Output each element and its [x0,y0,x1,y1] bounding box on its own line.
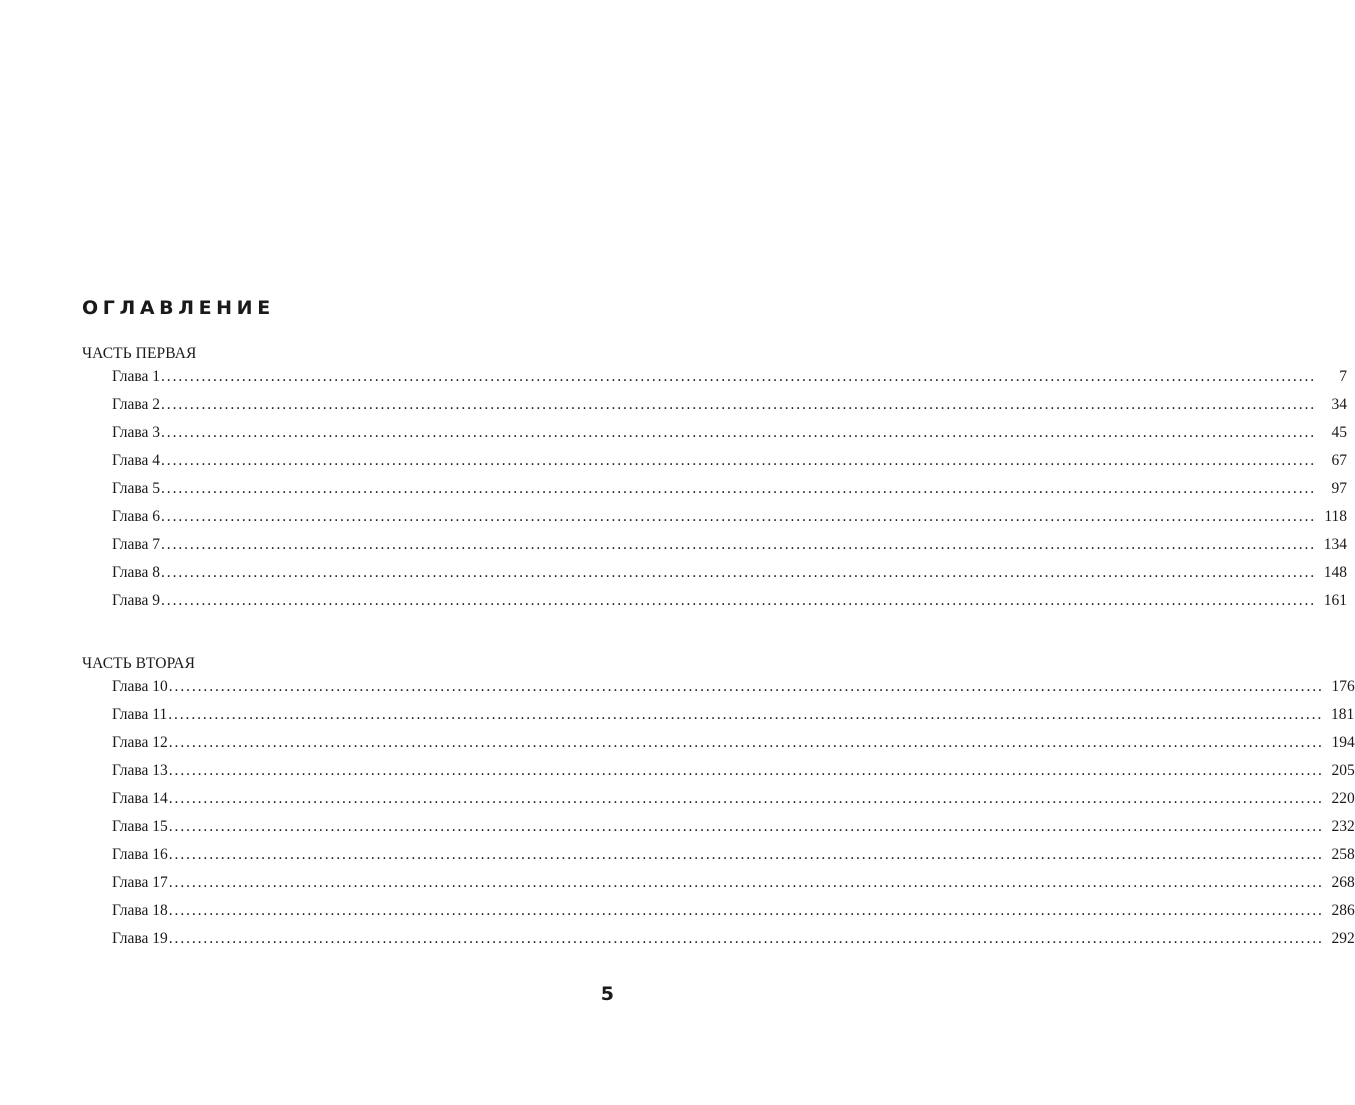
chapter-page-number: 176 [1331,678,1355,695]
chapter-label: Глава 5 [112,480,161,497]
dot-leader: ........................................................................................................................................................................................................ [161,508,1317,525]
chapter-page-number: 220 [1331,790,1355,807]
toc-entry[interactable] [112,478,1348,500]
toc-entry[interactable] [112,788,1355,810]
toc-entry[interactable] [112,704,1355,726]
dot-leader: ........................................................................................................................................................................................................ [168,930,1324,947]
chapter-label: Глава 11 [112,706,168,723]
chapter-label: Глава 14 [112,790,168,807]
chapter-page-number: 268 [1331,874,1355,891]
chapter-label: Глава 17 [112,874,168,891]
toc-entry[interactable] [112,590,1348,612]
toc-entry[interactable] [112,534,1348,556]
toc-entry[interactable] [112,366,1348,388]
chapter-page-number: 67 [1331,452,1348,469]
chapter-page-number: 97 [1331,480,1348,497]
dot-leader: ........................................................................................................................................................................................................ [161,592,1317,609]
part-heading: ЧАСТЬ ПЕРВАЯ [82,345,197,362]
dot-leader: ........................................................................................................................................................................................................ [161,424,1317,441]
chapter-page-number: 118 [1324,508,1348,525]
chapter-label: Глава 1 [112,368,161,385]
dot-leader: ........................................................................................................................................................................................................ [168,678,1324,695]
dot-leader: ........................................................................................................................................................................................................ [161,368,1317,385]
chapter-label: Глава 6 [112,508,161,525]
chapter-page-number: 232 [1331,818,1355,835]
chapter-label: Глава 4 [112,452,161,469]
toc-entry[interactable] [112,900,1355,922]
chapter-label: Глава 15 [112,818,168,835]
chapter-page-number: 205 [1331,762,1355,779]
dot-leader: ........................................................................................................................................................................................................ [161,396,1317,413]
chapter-label: Глава 9 [112,592,161,609]
chapter-label: Глава 12 [112,734,168,751]
toc-entry[interactable] [112,676,1355,698]
chapter-page-number: 292 [1331,930,1355,947]
toc-entry[interactable] [112,394,1348,416]
dot-leader: ........................................................................................................................................................................................................ [168,902,1324,919]
toc-entry[interactable] [112,562,1348,584]
chapter-label: Глава 10 [112,678,168,695]
chapter-page-number: 45 [1331,424,1348,441]
chapter-label: Глава 19 [112,930,168,947]
page-number: 5 [600,983,614,1005]
dot-leader: ........................................................................................................................................................................................................ [168,874,1324,891]
toc-entry[interactable] [112,816,1355,838]
dot-leader: ........................................................................................................................................................................................................ [168,846,1324,863]
chapter-page-number: 258 [1331,846,1355,863]
dot-leader: ........................................................................................................................................................................................................ [161,536,1317,553]
chapter-label: Глава 3 [112,424,161,441]
dot-leader: ........................................................................................................................................................................................................ [168,734,1324,751]
dot-leader: ........................................................................................................................................................................................................ [168,818,1324,835]
toc-entry[interactable] [112,844,1355,866]
chapter-label: Глава 16 [112,846,168,863]
chapter-page-number: 181 [1330,706,1355,723]
chapter-page-number: 34 [1331,396,1348,413]
chapter-page-number: 7 [1339,368,1348,385]
dot-leader: ........................................................................................................................................................................................................ [168,762,1324,779]
chapter-page-number: 161 [1323,592,1348,609]
part-heading: ЧАСТЬ ВТОРАЯ [82,655,196,672]
dot-leader: ........................................................................................................................................................................................................ [168,790,1324,807]
chapter-page-number: 194 [1331,734,1355,751]
chapter-page-number: 148 [1323,564,1348,581]
dot-leader: ........................................................................................................................................................................................................ [161,452,1317,469]
toc-entry[interactable] [112,928,1355,950]
toc-entry[interactable] [112,872,1355,894]
chapter-label: Глава 13 [112,762,168,779]
chapter-label: Глава 2 [112,396,161,413]
page-title: ОГЛАВЛЕНИЕ [82,297,275,319]
dot-leader: ........................................................................................................................................................................................................ [161,564,1317,581]
toc-entry[interactable] [112,422,1348,444]
chapter-label: Глава 7 [112,536,161,553]
chapter-label: Глава 18 [112,902,168,919]
chapter-page-number: 134 [1323,536,1348,553]
toc-entry[interactable] [112,732,1355,754]
dot-leader: ........................................................................................................................................................................................................ [168,706,1324,723]
toc-entry[interactable] [112,760,1355,782]
toc-entry[interactable] [112,450,1348,472]
dot-leader: ........................................................................................................................................................................................................ [161,480,1317,497]
chapter-label: Глава 8 [112,564,161,581]
toc-entry[interactable] [112,506,1348,528]
chapter-page-number: 286 [1331,902,1355,919]
